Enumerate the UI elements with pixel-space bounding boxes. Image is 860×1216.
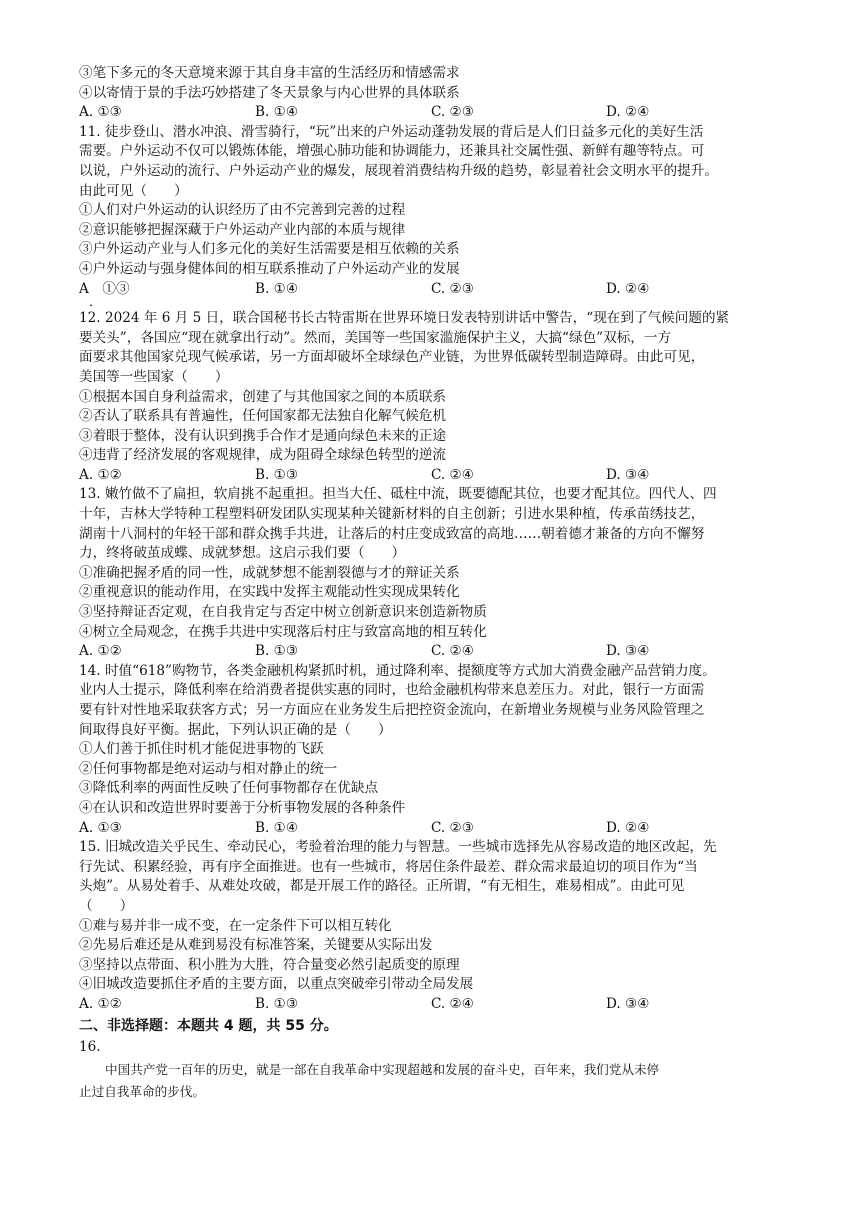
question-stem-line: （ ）	[79, 897, 134, 914]
statement: ④户外运动与强身健体间的相互联系推动了户外运动产业的发展	[79, 260, 460, 277]
statement: ②重视意识的能动作用，在实践中发挥主观能动性实现成果转化	[79, 584, 460, 601]
answer-options	[79, 642, 784, 662]
question-15	[79, 838, 784, 1014]
option-d: D. ②④	[606, 280, 650, 297]
option-c: C. ②③	[431, 104, 474, 121]
statement: ②否认了联系具有普遍性，任何国家都无法独自化解气候危机	[79, 408, 447, 425]
option-d: D. ③④	[606, 995, 650, 1012]
option-d: D. ③④	[606, 466, 650, 483]
statement: ③降低利率的两面性反映了任何事物都存在优缺点	[79, 780, 379, 797]
question-stem-line: 头炮”。从易处着手、从难处攻破，都是开展工作的路径。正所谓，“有无相生，难易相成”。由此可见	[79, 878, 685, 895]
passage-line: 中国共产党一百年的历史，就是一部在自我革命中实现超越和发展的奋斗史，百年来，我们党从未停	[105, 1061, 660, 1077]
question-stem-line: 需要。户外运动不仅可以锻炼体能，增强心肺功能和协调能力，还兼具社交属性强、新鲜有趣等特点。可	[79, 143, 705, 160]
answer-options	[79, 995, 784, 1015]
question-stem-line: 14. 时值“618”购物节，各类金融机构紧抓时机，通过降利率、提额度等方式加大消费金融产品营销力度。	[79, 662, 716, 679]
option-b: B. ①③	[255, 466, 299, 483]
statement: ④在认识和改造世界时要善于分析事物发展的各种条件	[79, 799, 406, 816]
option-c: C. ②③	[431, 819, 474, 836]
answer-options	[79, 466, 784, 486]
statement: ②任何事物都是绝对运动与相对静止的统一	[79, 760, 338, 777]
question-stem-line: 13. 嫩竹做不了扁担，软肩挑不起重担。担当大任、砥柱中流，既要德配其位，也要才配其位。四代人、四	[79, 486, 717, 503]
section-heading: 二、非选择题：本题共 4 题，共 55 分。	[79, 1017, 338, 1034]
question-stem-line: 十年，吉林大学特种工程塑料研发团队实现某种关键新材料的自主创新；引进水果种植，传承苗绣技艺，	[79, 506, 705, 523]
option-a: A. ①③	[79, 104, 122, 121]
question-11	[79, 123, 784, 309]
option-c: C. ②④	[431, 466, 474, 483]
question-stem-line: 力，终将破茧成蝶、成就梦想。这启示我们要（ ）	[79, 545, 406, 562]
option-a: A. ①②	[79, 466, 122, 483]
statement: ③着眼于整体，没有认识到携手合作才是通向绿色未来的正途	[79, 427, 447, 444]
reading-passage	[79, 1059, 784, 1103]
question-number: 16.	[79, 1038, 101, 1055]
question-12	[79, 309, 784, 485]
question-14	[79, 662, 784, 838]
statement: ①人们对户外运动的认识经历了由不完善到完善的过程	[79, 202, 406, 219]
statement: ①准确把握矛盾的同一性，成就梦想不能割裂德与才的辩证关系	[79, 564, 460, 581]
question-16	[79, 1037, 784, 1103]
question-stem-line: 业内人士提示，降低利率在给消费者提供实惠的同时，也给金融机构带来息差压力。对此，银行一方面需	[79, 682, 705, 699]
option-c: C. ②④	[431, 643, 474, 660]
question-stem-line: 面要求其他国家兑现气候承诺，另一方面却破坏全球绿色产业链，为世界低碳转型制造障碍。由此可见，	[79, 349, 705, 366]
question-stem-line: 以说，户外运动的流行、户外运动产业的爆发，展现着消费结构升级的趋势，彰显着社会文明水平的提升。	[79, 162, 718, 179]
prev-question	[79, 64, 784, 123]
question-stem-line: 间取得良好平衡。据此，下列认识正确的是（ ）	[79, 721, 392, 738]
statement: ③笔下多元的冬天意境来源于其自身丰富的生活经历和情感需求	[79, 65, 460, 81]
option-a: A ①③	[79, 280, 130, 297]
question-stem-line: 11. 徒步登山、潜水冲浪、滑雪骑行，“玩”出来的户外运动蓬勃发展的背后是人们日益多元化的美好生活	[79, 123, 704, 140]
statement: ①根据本国自身利益需求，创建了与其他国家之间的本质联系	[79, 388, 447, 405]
page-content	[79, 64, 784, 1103]
statement: ②意识能够把握深藏于户外运动产业内部的本质与规律	[79, 221, 406, 238]
answer-options	[79, 103, 784, 123]
statement: ②先易后难还是从难到易没有标准答案，关键要从实际出发	[79, 937, 433, 954]
answer-options	[79, 819, 784, 839]
option-d: D. ②④	[606, 819, 650, 836]
option-d: D. ③④	[606, 643, 650, 660]
statement: ④树立全局观念，在携手共进中实现落后村庄与致富高地的相互转化	[79, 623, 487, 640]
question-13	[79, 485, 784, 661]
question-stem-line: 要有针对性地采取获客方式；另一方面应在业务发生后把控资金流向，在新增业务规模与业务风险管理之	[79, 702, 705, 718]
statement: ④违背了经济发展的客观规律，成为阻碍全球绿色转型的逆流	[79, 447, 447, 464]
option-b: B. ①④	[255, 104, 299, 121]
option-a: A. ①②	[79, 643, 122, 660]
option-a: A. ①②	[79, 995, 122, 1012]
statement: ③户外运动产业与人们多元化的美好生活需要是相互依赖的关系	[79, 241, 460, 258]
question-stem-line: 美国等一些国家（ ）	[79, 368, 229, 385]
statement: ④旧城改造要抓住矛盾的主要方面，以重点突破牵引带动全局发展	[79, 976, 474, 993]
option-a: A. ①③	[79, 819, 122, 836]
statement: ③坚持辩证否定观，在自我肯定与否定中树立创新意识来创造新物质	[79, 604, 487, 621]
option-b: B. ①④	[255, 819, 299, 836]
option-c: C. ②④	[431, 995, 474, 1012]
answer-options	[79, 280, 784, 300]
question-stem-line: 12. 2024 年 6 月 5 日，联合国秘书长古特雷斯在世界环境日发表特别讲话中警告，“现在到了气候问题的紧	[79, 310, 730, 327]
option-d: D. ②④	[606, 104, 650, 121]
option-c: C. ②③	[431, 280, 474, 297]
statement: ①难与易并非一成不变，在一定条件下可以相互转化	[79, 917, 392, 934]
stray-mark: ．	[89, 295, 103, 311]
question-stem-line: 行先试、积累经验，再有序全面推进。也有一些城市，将居住条件最差、群众需求最迫切的项目作为“当	[79, 858, 698, 875]
question-stem-line: 要关头”，各国应“现在就拿出行动”。然而，美国等一些国家滥施保护主义，大搞“绿色”双标，一方	[79, 329, 672, 346]
statement: ③坚持以点带面、积小胜为大胜，符合量变必然引起质变的原理	[79, 956, 460, 973]
option-b: B. ①③	[255, 995, 299, 1012]
option-b: B. ①④	[255, 280, 299, 297]
option-b: B. ①③	[255, 643, 299, 660]
statement: ④以寄情于景的手法巧妙搭建了冬天景象与内心世界的具体联系	[79, 84, 460, 101]
question-stem-line: 湖南十八洞村的年轻干部和群众携手共进，让落后的村庄变成致富的高地……朝着德才兼备的方向不懈努	[79, 525, 705, 542]
passage-line: 止过自我革命的步伐。	[79, 1083, 205, 1099]
question-stem-line: 由此可见（ ）	[79, 182, 188, 199]
statement: ①人们善于抓住时机才能促进事物的飞跃	[79, 741, 324, 758]
question-stem-line: 15. 旧城改造关乎民生、牵动民心，考验着治理的能力与智慧。一些城市选择先从容易改造的地区改起，先	[79, 839, 717, 856]
